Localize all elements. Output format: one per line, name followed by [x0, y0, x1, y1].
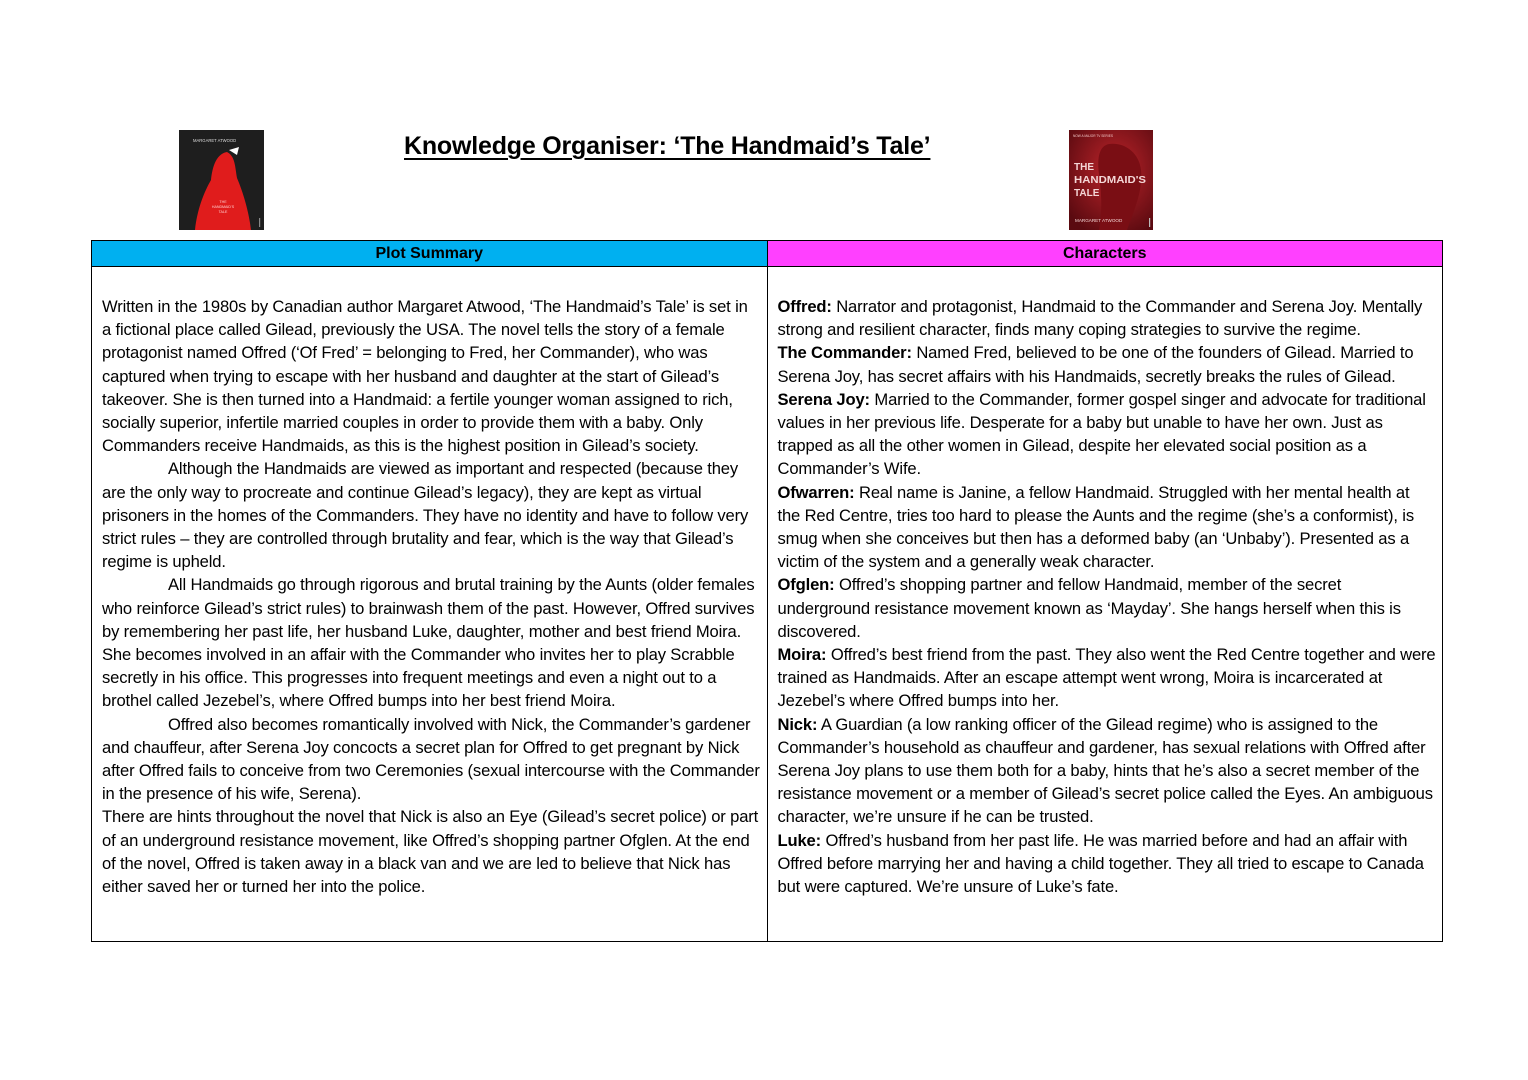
cover-left-title-2: HANDMAID'S: [211, 205, 235, 209]
plot-summary-cell: [92, 267, 768, 942]
cover-left-title-3: TALE: [218, 210, 228, 214]
book-cover-right-image: [1069, 130, 1153, 230]
character-name: Offred:: [777, 297, 832, 316]
character-description: Narrator and protagonist, Handmaid to the Commander and Serena Joy. Mentally strong and resilient character, finds many coping strategies to survive the regime.: [777, 297, 1423, 340]
knowledge-organiser-table: [91, 240, 1443, 942]
plot-paragraph: All Handmaids go through rigorous and brutal training by the Aunts (older females who reinforce Gilead’s strict rules) to brainwash them of the past. However, Offred survives by remembering her past life, her husband Luke, daughter, mother and best friend Moira. She becomes involved in an affair with the Commander who invites her to play Scrabble secretly in his office. This progresses into frequent meetings and even a night out to a brothel called Jezebel’s, where Offred bumps into her best friend Moira.: [102, 575, 755, 711]
plot-paragraph: Offred also becomes romantically involved with Nick, the Commander’s gardener and chauffeur, after Serena Joy concocts a secret plan for Offred to get pregnant by Nick after Offred fails to conceive from two Ceremonies (sexual intercourse with the Commander in the presence of his wife, Serena).: [102, 714, 760, 804]
character-name: Ofglen:: [777, 575, 835, 595]
cover-left-title-1: THE: [219, 200, 227, 204]
cover-right-author: MARGARET ATWOOD: [1075, 218, 1123, 223]
character-description: Married to the Commander, former gospel singer and advocate for traditional values in her previous life. Desperate for a baby but unable to have her own. Just as trapped as all the other women in Gilead, despite her elevated social position as a Commander’s Wife.: [777, 389, 1426, 479]
character-name: Moira:: [777, 645, 827, 665]
character-description: A Guardian (a low ranking officer of the Gilead regime) who is assigned to the Commander’s household as chauffeur and gardener, has sexual relations with Offred after Serena Joy plans to use them both for a baby, hints that he’s also a secret member of the resistance movement or a member of Gilead’s secret police called the Eyes. An ambiguous character, we’re unsure if he can be trusted.: [777, 714, 1433, 827]
plot-paragraph: Although the Handmaids are viewed as important and respected (because they are the only way to procreate and continue Gilead’s legacy), they are kept as virtual prisoners in the homes of the Commanders. They have no identity and have to follow very strict rules – they are controlled through brutality and fear, which is the way that Gilead’s regime is upheld.: [102, 459, 749, 572]
cover-right-title-2: HANDMAID'S: [1074, 175, 1147, 186]
character-entry-serena-joy: [778, 388, 1437, 481]
character-name: Luke:: [777, 830, 822, 850]
cover-left-author: MARGARET ATWOOD: [193, 138, 237, 143]
character-name: Ofwarren:: [777, 482, 855, 502]
character-description: Offred’s best friend from the past. They also went the Red Centre together and were trained as Handmaids. After an escape attempt went wrong, Moira is incarcerated at Jezebel’s where Offred bumps into her.: [777, 645, 1436, 711]
character-entry-nick: [778, 713, 1437, 829]
plot-paragraph: There are hints throughout the novel that Nick is also an Eye (Gilead’s secret police) or part of an underground resistance movement, like Offred’s shopping partner Ofglen. At the end of the novel, Offred is taken away in a black van and we are led to believe that Nick has either saved her or turned her into the police.: [102, 807, 759, 897]
character-entry-moira: [778, 643, 1437, 713]
cover-right-title-1: THE: [1074, 162, 1094, 173]
character-entry-luke: [778, 829, 1437, 899]
characters-cell: [767, 267, 1443, 942]
character-description: Named Fred, believed to be one of the founders of Gilead. Married to Serena Joy, has secret affairs with his Handmaids, secretly breaks the rules of Gilead.: [777, 343, 1414, 386]
character-entry-ofwarren: [778, 481, 1437, 574]
character-entry-ofglen: [778, 573, 1437, 643]
character-name: Serena Joy:: [777, 389, 870, 409]
plot-paragraph: Written in the 1980s by Canadian author Margaret Atwood, ‘The Handmaid’s Tale’ is set in a fictional place called Gilead, previously the USA. The novel tells the story of a female protagonist named Offred (‘Of Fred’ = belonging to Fred, her Commander), who was captured when trying to escape with her husband and daughter at the start of Gilead’s takeover. She is then turned into a Handmaid: a fertile younger woman assigned to rich, socially superior, infertile married couples in order to provide them with a baby. Only Commanders receive Handmaids, as this is the highest position in Gilead’s society.: [102, 297, 748, 456]
page-title: Knowledge Organiser: ‘The Handmaid’s Tale’: [404, 132, 931, 160]
character-description: Real name is Janine, a fellow Handmaid. Struggled with her mental health at the Red Centre, tries too hard to please the Aunts and the regime (she’s a conformist), is smug when she conceives but then has a deformed baby (an ‘Unbaby’). Presented as a victim of the system and a generally weak character.: [777, 482, 1414, 572]
character-name: Nick:: [777, 714, 818, 734]
character-description: Offred’s husband from her past life. He was married before and had an affair with Offred before marrying her and having a child together. They all tried to escape to Canada but were captured. We’re unsure of Luke’s fate.: [777, 830, 1424, 897]
book-cover-left-image: [179, 130, 264, 230]
characters-header: Characters: [767, 241, 1443, 267]
cover-right-title-3: TALE: [1074, 188, 1100, 199]
character-entry-commander: [778, 341, 1437, 387]
character-description: Offred’s shopping partner and fellow Handmaid, member of the secret underground resistance movement known as ‘Mayday’. She hangs herself when this is discovered.: [777, 575, 1401, 641]
character-entry-offred: [778, 295, 1437, 341]
cover-right-tagline: NOW A MAJOR TV SERIES: [1073, 134, 1113, 138]
plot-summary-header: Plot Summary: [92, 241, 768, 267]
character-name: The Commander:: [777, 343, 912, 363]
